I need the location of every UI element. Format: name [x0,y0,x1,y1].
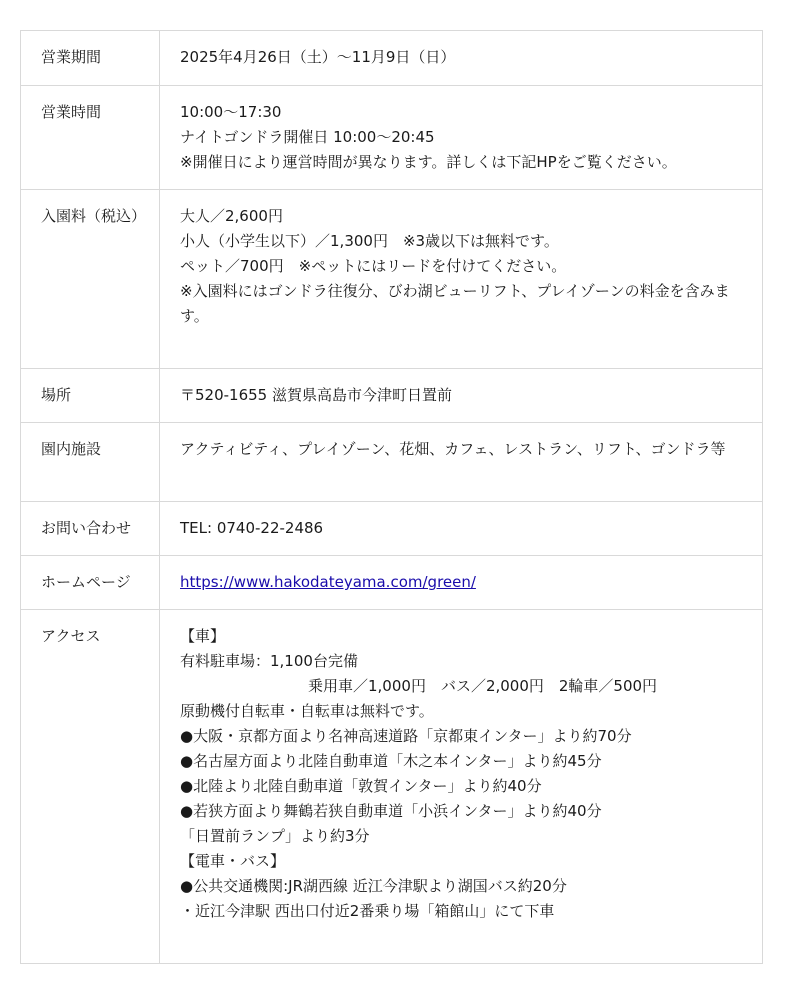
row-place [21,369,763,423]
access-line-10: 【電車・バス】 [180,852,286,870]
fee-line-4: ※入園料にはゴンドラ往復分、びわ湖ビューリフト、プレイゾーンの料金を含みます。 [180,282,730,325]
period-text: 2025年4月26日（土）〜11月9日（日） [180,48,456,66]
access-label: アクセス [21,610,160,964]
fee-value [160,190,763,369]
access-line-1: 【車】 [180,627,226,645]
hours-line-2: ナイトゴンドラ開催日 10:00〜20:45 [180,128,435,146]
fee-line-1: 大人／2,600円 [180,207,283,225]
row-fee [21,190,763,369]
hours-value [160,86,763,190]
row-period [21,31,763,86]
access-line-3: 乗用車／1,000円 バス／2,000円 2輪車／500円 [308,677,658,695]
row-facilities [21,423,763,502]
access-line-12: ・近江今津駅 西出口付近2番乗り場「箱館山」にて下車 [180,902,555,920]
row-access [21,610,763,964]
homepage-link[interactable]: https://www.hakodateyama.com/green/ [180,573,476,591]
access-value [160,610,763,964]
place-label: 場所 [21,369,160,423]
fee-label: 入園料（税込） [21,190,160,369]
access-line-5: ●大阪・京都方面より名神高速道路「京都東インター」より約70分 [180,727,632,745]
contact-text: TEL: 0740-22-2486 [180,519,324,537]
hours-line-3: ※開催日により運営時間が異なります。詳しくは下記HPをご覧ください。 [180,153,677,171]
access-line-4: 原動機付自転車・自転車は無料です。 [180,702,434,720]
row-hours [21,86,763,190]
facilities-label: 園内施設 [21,423,160,502]
access-line-11: ●公共交通機関:JR湖西線 近江今津駅より湖国バス約20分 [180,877,567,895]
hours-line-1: 10:00〜17:30 [180,103,282,121]
hours-label: 営業時間 [21,86,160,190]
row-contact [21,502,763,556]
access-line-8: ●若狭方面より舞鶴若狭自動車道「小浜インター」より約40分 [180,802,602,820]
fee-line-2: 小人（小学生以下）／1,300円 ※3歳以下は無料です。 [180,232,559,250]
facilities-text: アクティビティ、プレイゾーン、花畑、カフェ、レストラン、リフト、ゴンドラ等 [180,440,726,458]
access-line-7: ●北陸より北陸自動車道「敦賀インター」より約40分 [180,777,542,795]
facilities-value [160,423,763,502]
row-homepage [21,556,763,610]
homepage-value [160,556,763,610]
fee-line-3: ペット／700円 ※ペットにはリードを付けてください。 [180,257,567,275]
period-label: 営業期間 [21,31,160,86]
place-text: 〒520-1655 滋賀県高島市今津町日置前 [180,386,452,404]
period-value [160,31,763,86]
access-line-2: 有料駐車場：1,100台完備 [180,652,358,670]
contact-label: お問い合わせ [21,502,160,556]
access-line-9: 「日置前ランプ」より約3分 [180,827,370,845]
place-value [160,369,763,423]
access-line-6: ●名古屋方面より北陸自動車道「木之本インター」より約45分 [180,752,602,770]
homepage-label: ホームページ [21,556,160,610]
contact-value [160,502,763,556]
info-table [20,30,763,964]
